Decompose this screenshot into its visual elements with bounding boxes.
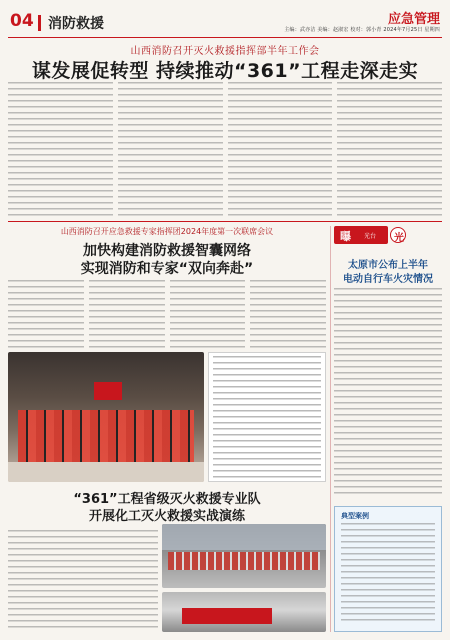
right-column bbox=[334, 226, 442, 632]
story1-headline-line1: 加快构建消防救援智囊网络 bbox=[83, 243, 251, 259]
photo-caption-box bbox=[208, 352, 326, 482]
fire-team-photo bbox=[8, 352, 204, 482]
text-lines bbox=[118, 82, 223, 218]
fire-truck bbox=[182, 608, 272, 624]
text-lines bbox=[341, 523, 435, 625]
page-number: 04 bbox=[10, 11, 34, 31]
case-body bbox=[341, 523, 435, 625]
text-lines bbox=[8, 82, 113, 218]
right-headline-line2: 电动自行车火灾情况 bbox=[343, 274, 433, 285]
exposure-badge bbox=[334, 226, 388, 244]
top-story-kicker: 山西消防召开灭火救援指挥部半年工作会 bbox=[130, 46, 320, 57]
story1-col-3 bbox=[170, 280, 246, 348]
top-story-col-3 bbox=[228, 82, 333, 218]
badge-sub: 光台 bbox=[364, 233, 377, 240]
top-story-headline: 谋发展促转型 持续推动“361”工程走深走实 bbox=[31, 60, 419, 82]
story1-kicker: 山西消防召开应急救援专家指挥团2024年度第一次联席会议 bbox=[60, 227, 274, 236]
left-column bbox=[8, 226, 326, 632]
column-separator bbox=[330, 226, 331, 632]
text-lines bbox=[228, 82, 333, 218]
right-headline-line1: 太原市公布上半年 bbox=[348, 260, 428, 271]
case-title: 典型案例 bbox=[341, 512, 369, 520]
header-info: 主编：武亦洁 美编：赵淑宏 校对：郭小青 2024年7月25日 星期四 bbox=[284, 27, 440, 33]
badge-icon bbox=[390, 227, 406, 243]
text-lines bbox=[337, 82, 442, 218]
story1-col-1 bbox=[8, 280, 84, 348]
header-divider bbox=[38, 15, 41, 31]
truck-photo bbox=[162, 592, 326, 632]
crew-lineup bbox=[168, 552, 320, 570]
drill-photo bbox=[162, 524, 326, 588]
story1-body bbox=[8, 280, 326, 348]
crew-row bbox=[18, 428, 194, 446]
right-body bbox=[334, 288, 442, 498]
page-header bbox=[8, 8, 442, 38]
case-box bbox=[334, 506, 442, 632]
story1-headline-line2: 实现消防和专家“双向奔赴” bbox=[80, 261, 254, 277]
red-flag bbox=[94, 382, 122, 400]
badge-main: 曝 bbox=[340, 230, 351, 243]
story1-col-4 bbox=[250, 280, 326, 348]
section-title: 消防救援 bbox=[48, 16, 104, 32]
text-lines bbox=[8, 530, 158, 632]
story2-headline-line1: “361”工程省级灭火救援专业队 bbox=[73, 492, 261, 507]
sky bbox=[162, 524, 326, 550]
story2-headline-line2: 开展化工灭火救援实战演练 bbox=[88, 509, 245, 524]
story2-body bbox=[8, 530, 158, 632]
top-story-body bbox=[8, 82, 442, 218]
text-lines bbox=[170, 280, 246, 348]
text-lines bbox=[334, 288, 442, 498]
exposure-badge-area bbox=[334, 226, 442, 248]
text-lines bbox=[8, 280, 84, 348]
ground bbox=[8, 462, 204, 482]
top-story bbox=[8, 42, 442, 218]
crew-row bbox=[18, 410, 194, 428]
top-story-col-1 bbox=[8, 82, 113, 218]
text-lines bbox=[89, 280, 165, 348]
top-story-col-2 bbox=[118, 82, 223, 218]
divider-rule bbox=[8, 221, 442, 222]
story1-col-2 bbox=[89, 280, 165, 348]
top-story-col-4 bbox=[337, 82, 442, 218]
newspaper-brand: 应急管理 bbox=[387, 12, 440, 27]
caption-lines bbox=[213, 356, 321, 478]
text-lines bbox=[250, 280, 326, 348]
